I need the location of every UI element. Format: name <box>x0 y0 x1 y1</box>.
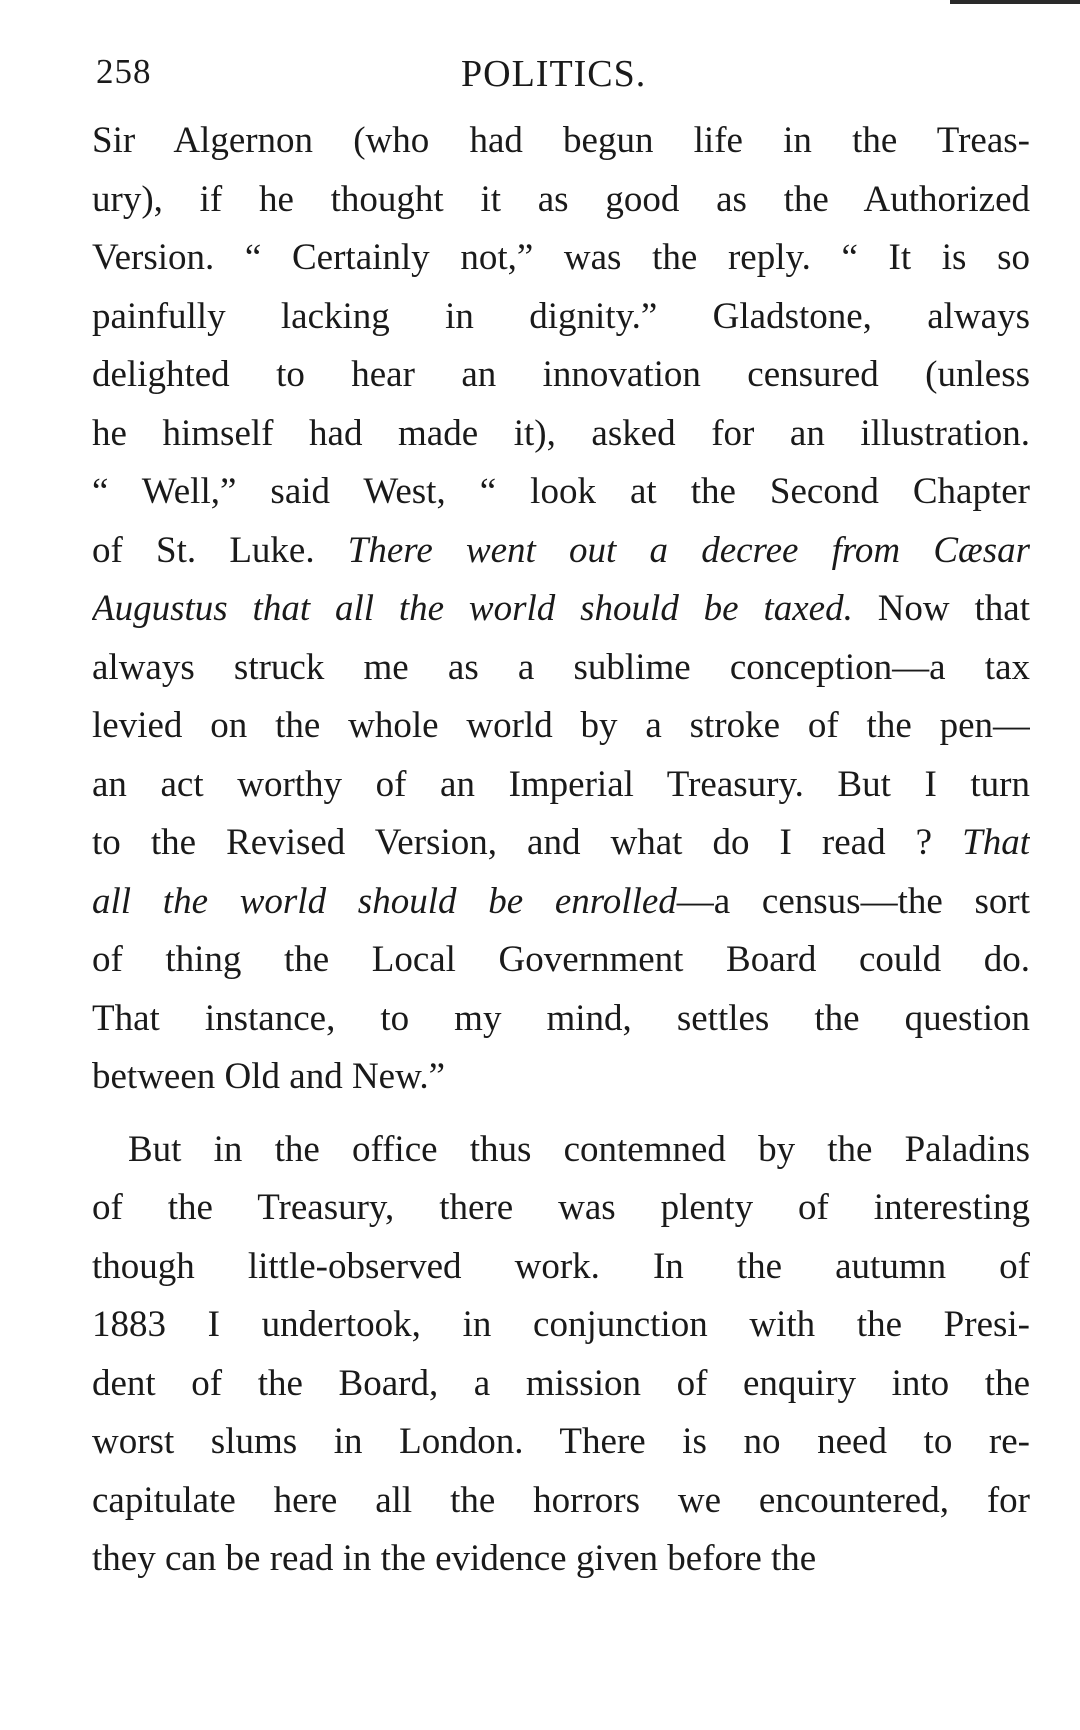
text-line <box>92 288 1030 347</box>
text-line <box>92 1238 1030 1297</box>
text-line <box>92 580 1030 639</box>
text-segment: an act worthy of an Imperial Treasury. But I turn <box>92 763 1030 805</box>
italic-segment: all the world should be enrolled <box>92 880 677 922</box>
text-segment: dent of the Board, a mission of enquiry into the <box>92 1362 1030 1404</box>
text-segment: That instance, to my mind, settles the question <box>92 997 1030 1039</box>
text-line <box>92 1296 1030 1355</box>
text-line <box>92 639 1030 698</box>
text-line <box>92 697 1030 756</box>
text-segment: levied on the whole world by a stroke of the pen— <box>92 705 1030 746</box>
paragraph-gap <box>92 1107 1030 1121</box>
text-line <box>92 1530 1030 1589</box>
text-segment: worst slums in London. There is no need to re- <box>92 1421 1030 1462</box>
text-line <box>92 1048 1030 1107</box>
text-line <box>92 990 1030 1049</box>
text-line <box>92 931 1030 990</box>
text-line <box>92 229 1030 288</box>
text-line <box>92 1179 1030 1238</box>
text-segment: capitulate here all the horrors we encountered, for <box>92 1479 1030 1521</box>
text-line <box>92 814 1030 873</box>
italic-segment: There went out a decree from Cæsar <box>347 529 1030 571</box>
text-segment: between Old and New.” <box>92 1056 446 1097</box>
text-segment: ury), if he thought it as good as the Authorized <box>92 178 1030 220</box>
text-line <box>92 522 1030 581</box>
text-segment: Now that <box>852 588 1030 629</box>
body-text <box>92 112 1030 1589</box>
text-segment: though little-observed work. In the autumn of <box>92 1245 1030 1287</box>
text-segment: to the Revised Version, and what do I read ? <box>92 822 963 863</box>
text-segment: delighted to hear an innovation censured (unless <box>92 354 1030 395</box>
page-header <box>96 52 1026 102</box>
text-line <box>92 346 1030 405</box>
text-segment: always struck me as a sublime conception—a tax <box>92 646 1030 688</box>
text-line <box>92 1355 1030 1414</box>
paragraph <box>92 1121 1030 1589</box>
text-segment: painfully lacking in dignity.” Gladstone, always <box>92 295 1030 337</box>
text-segment: “ Well,” said West, “ look at the Second Chapter <box>92 471 1030 512</box>
text-segment: But in the office thus contemned by the Paladins <box>128 1128 1030 1170</box>
text-segment: of the Treasury, there was plenty of interesting <box>92 1187 1030 1228</box>
text-line <box>92 1121 1030 1180</box>
paragraph <box>92 112 1030 1107</box>
text-line <box>92 1413 1030 1472</box>
text-segment: of thing the Local Government Board could do. <box>92 939 1030 980</box>
text-line <box>92 756 1030 815</box>
text-segment: he himself had made it), asked for an illustration. <box>92 412 1030 454</box>
text-line <box>92 171 1030 230</box>
running-head: POLITICS. <box>461 53 647 95</box>
text-segment: 1883 I undertook, in conjunction with the Presi- <box>92 1304 1030 1345</box>
text-line <box>92 405 1030 464</box>
italic-segment: Augustus that all the world should be taxed. <box>92 588 853 629</box>
text-line <box>92 1472 1030 1531</box>
text-line <box>92 112 1030 171</box>
text-line <box>92 463 1030 522</box>
italic-segment: That <box>962 822 1030 863</box>
text-line <box>92 873 1030 932</box>
text-segment: of St. Luke. <box>92 529 348 571</box>
text-segment: Version. “ Certainly not,” was the reply. “ It is so <box>92 237 1030 278</box>
text-segment: Sir Algernon (who had begun life in the Treas- <box>92 120 1030 161</box>
text-segment: —a census—the sort <box>676 880 1030 922</box>
top-edge-rule <box>950 0 1080 4</box>
text-segment: they can be read in the evidence given before the <box>92 1538 817 1579</box>
page-number: 258 <box>96 52 152 91</box>
